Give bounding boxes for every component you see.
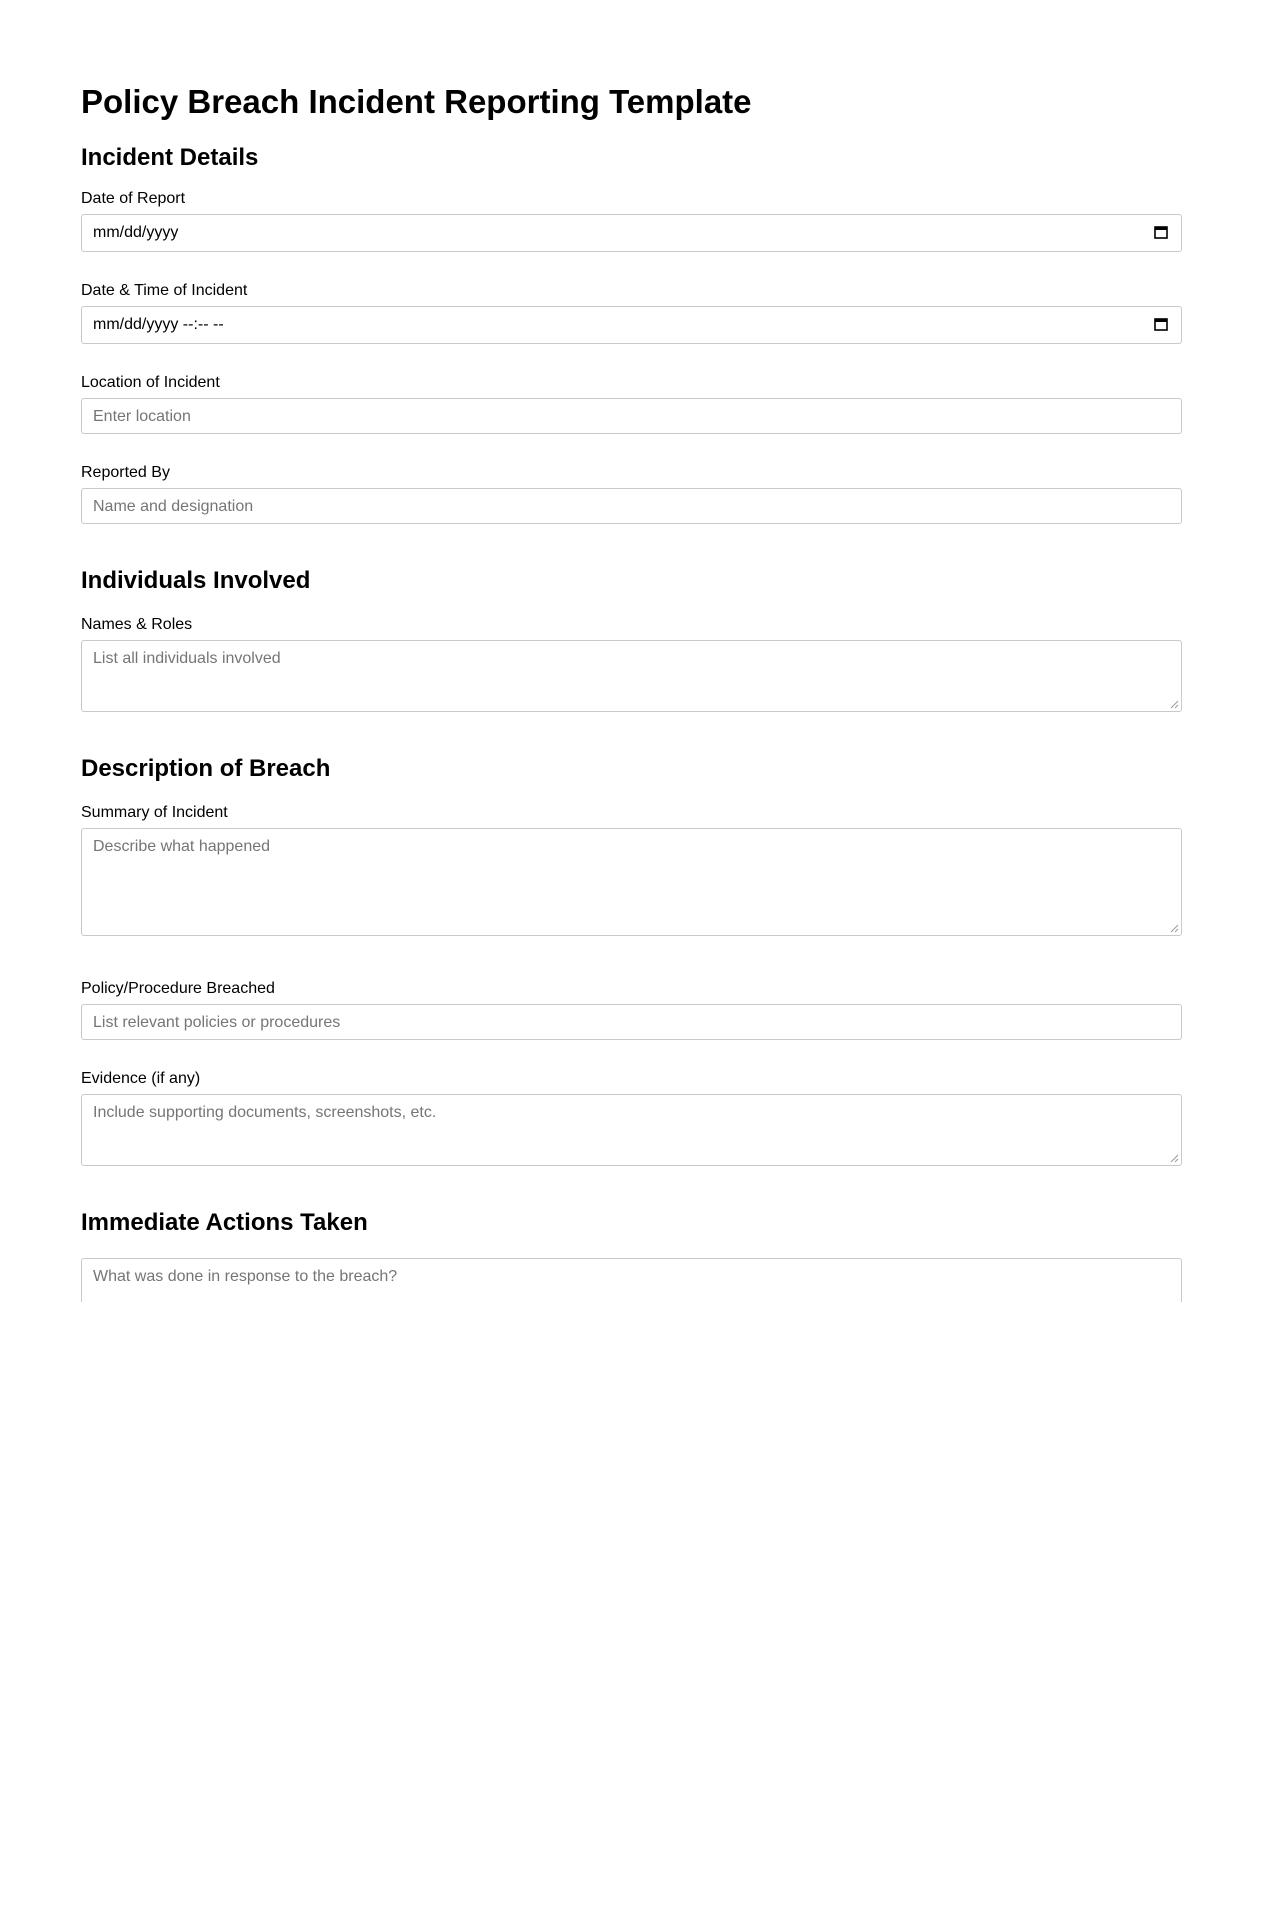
date-time-of-incident-label: Date & Time of Incident xyxy=(81,282,248,299)
reported-by-placeholder: Name and designation xyxy=(93,498,254,515)
section-heading-description-of-breach: Description of Breach xyxy=(81,755,331,782)
reported-by-input[interactable] xyxy=(81,488,1182,524)
immediate-actions-placeholder: What was done in response to the breach? xyxy=(93,1268,398,1285)
date-time-of-incident-input[interactable] xyxy=(81,306,1182,344)
immediate-actions-textarea[interactable] xyxy=(81,1258,1182,1302)
summary-placeholder: Describe what happened xyxy=(93,838,271,855)
section-heading-individuals-involved: Individuals Involved xyxy=(81,567,311,594)
names-roles-label: Names & Roles xyxy=(81,616,193,633)
page-title: Policy Breach Incident Reporting Template xyxy=(81,83,752,120)
date-of-report-input[interactable] xyxy=(81,214,1182,252)
section-heading-immediate-actions: Immediate Actions Taken xyxy=(81,1209,368,1236)
names-roles-textarea[interactable] xyxy=(81,640,1182,712)
location-label: Location of Incident xyxy=(81,374,220,391)
policy-breached-label: Policy/Procedure Breached xyxy=(81,980,275,997)
date-of-report-value: mm/dd/yyyy xyxy=(93,224,179,241)
summary-label: Summary of Incident xyxy=(81,804,228,821)
date-of-report-label: Date of Report xyxy=(81,190,186,207)
policy-breached-input[interactable] xyxy=(81,1004,1182,1040)
calendar-icon[interactable] xyxy=(1154,317,1168,331)
resize-grip-icon[interactable] xyxy=(1170,924,1179,933)
section-heading-incident-details: Incident Details xyxy=(81,144,259,171)
location-placeholder: Enter location xyxy=(93,408,191,425)
location-input[interactable] xyxy=(81,398,1182,434)
evidence-placeholder: Include supporting documents, screenshots, etc. xyxy=(93,1104,437,1121)
reported-by-label: Reported By xyxy=(81,464,170,481)
evidence-label: Evidence (if any) xyxy=(81,1070,201,1087)
policy-breached-placeholder: List relevant policies or procedures xyxy=(93,1014,341,1031)
resize-grip-icon[interactable] xyxy=(1170,1154,1179,1163)
calendar-icon[interactable] xyxy=(1154,225,1168,239)
immediate-actions-clip xyxy=(81,1258,1182,1302)
resize-grip-icon[interactable] xyxy=(1170,700,1179,709)
names-roles-placeholder: List all individuals involved xyxy=(93,650,281,667)
date-time-of-incident-value: mm/dd/yyyy --:-- -- xyxy=(93,316,224,333)
evidence-textarea[interactable] xyxy=(81,1094,1182,1166)
summary-textarea[interactable] xyxy=(81,828,1182,936)
